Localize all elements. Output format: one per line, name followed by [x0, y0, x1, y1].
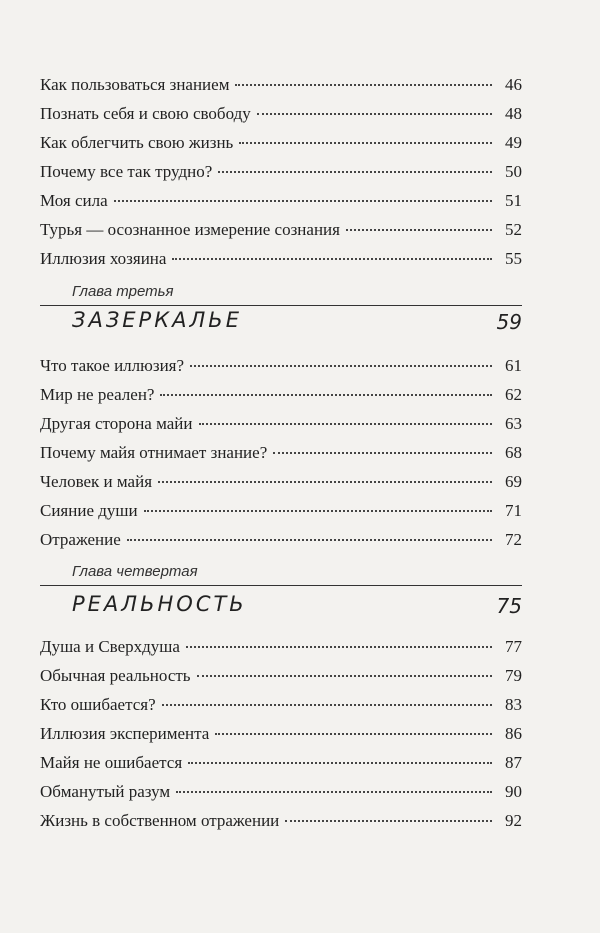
toc-entry-page: 62	[505, 385, 522, 404]
dot-leader	[162, 704, 492, 706]
toc-entry-title: Как облегчить свою жизнь	[40, 133, 234, 152]
toc-entry-page: 55	[505, 249, 522, 268]
toc-entry-title: Жизнь в собственном отражении	[40, 811, 280, 830]
dot-leader	[186, 646, 492, 648]
toc-entry-page: 79	[505, 666, 522, 685]
chapter-title: РЕАЛЬНОСТЬ	[72, 592, 247, 616]
dot-leader	[239, 142, 492, 144]
toc-entry	[40, 661, 522, 690]
toc-entry	[40, 525, 522, 554]
toc-entry	[40, 748, 522, 777]
toc-entry-title: Майя не ошибается	[40, 753, 183, 772]
toc-entry-title: Мир не реален?	[40, 385, 155, 404]
toc-entry-page: 50	[505, 162, 522, 181]
toc-entry-title: Почему майя отнимает знание?	[40, 443, 268, 462]
toc-entry-page: 77	[505, 637, 522, 656]
dot-leader	[158, 481, 492, 483]
toc-entry-page: 69	[505, 472, 522, 491]
dot-leader	[127, 539, 492, 541]
toc-section-chapter4	[40, 632, 522, 835]
chapter-label: Глава третья	[72, 283, 174, 300]
toc-entry-page: 49	[505, 133, 522, 152]
toc-entry-page: 90	[505, 782, 522, 801]
chapter-divider	[40, 305, 522, 306]
toc-entry-page: 46	[505, 75, 522, 94]
dot-leader	[235, 84, 492, 86]
toc-entry	[40, 806, 522, 835]
chapter-page-number: 75	[496, 594, 522, 618]
toc-entry-title: Другая сторона майи	[40, 414, 193, 433]
dot-leader	[144, 510, 492, 512]
toc-entry	[40, 186, 522, 215]
toc-entry-title: Кто ошибается?	[40, 695, 156, 714]
toc-entry-page: 92	[505, 811, 522, 830]
toc-entry	[40, 409, 522, 438]
toc-entry	[40, 496, 522, 525]
dot-leader	[176, 791, 492, 793]
dot-leader	[160, 394, 492, 396]
dot-leader	[285, 820, 492, 822]
toc-entry	[40, 244, 522, 273]
toc-entry	[40, 157, 522, 186]
toc-entry-title: Познать себя и свою свободу	[40, 104, 251, 123]
toc-entry-page: 51	[505, 191, 522, 210]
toc-entry-page: 72	[505, 530, 522, 549]
toc-entry-title: Что такое иллюзия?	[40, 356, 185, 375]
toc-entry	[40, 690, 522, 719]
dot-leader	[197, 675, 492, 677]
toc-entry-title: Турья — осознанное измерение сознания	[40, 220, 340, 239]
toc-entry-page: 52	[505, 220, 522, 239]
dot-leader	[199, 423, 493, 425]
toc-entry	[40, 380, 522, 409]
dot-leader	[257, 113, 492, 115]
dot-leader	[172, 258, 492, 260]
toc-entry-page: 68	[505, 443, 522, 462]
dot-leader	[188, 762, 492, 764]
toc-entry-title: Как пользоваться знанием	[40, 75, 230, 94]
dot-leader	[190, 365, 492, 367]
toc-entry	[40, 99, 522, 128]
chapter-divider	[40, 585, 522, 586]
toc-entry	[40, 438, 522, 467]
toc-entry	[40, 632, 522, 661]
toc-entry	[40, 128, 522, 157]
toc-entry-title: Человек и майя	[40, 472, 153, 491]
toc-entry	[40, 351, 522, 380]
toc-entry	[40, 215, 522, 244]
toc-entry-title: Обманутый разум	[40, 782, 171, 801]
dot-leader	[218, 171, 492, 173]
toc-entry-page: 71	[505, 501, 522, 520]
dot-leader	[273, 452, 492, 454]
toc-entry-page: 87	[505, 753, 522, 772]
toc-entry-page: 86	[505, 724, 522, 743]
toc-entry	[40, 467, 522, 496]
toc-entry	[40, 70, 522, 99]
toc-entry-page: 61	[505, 356, 522, 375]
toc-entry-page: 63	[505, 414, 522, 433]
toc-entry-title: Моя сила	[40, 191, 108, 210]
toc-entry-title: Почему все так трудно?	[40, 162, 213, 181]
toc-entry	[40, 777, 522, 806]
toc-entry-title: Душа и Сверхдуша	[40, 637, 180, 656]
toc-entry-title: Обычная реальность	[40, 666, 191, 685]
toc-entry-title: Сияние души	[40, 501, 138, 520]
chapter-page-number: 59	[496, 310, 522, 334]
chapter-label: Глава четвертая	[72, 563, 198, 580]
toc-entry-title: Отражение	[40, 530, 121, 549]
toc-entry	[40, 719, 522, 748]
toc-entry-title: Иллюзия эксперимента	[40, 724, 210, 743]
toc-section-chapter3	[40, 351, 522, 554]
toc-entry-title: Иллюзия хозяина	[40, 249, 167, 268]
dot-leader	[346, 229, 492, 231]
dot-leader	[215, 733, 492, 735]
dot-leader	[114, 200, 492, 202]
toc-entry-page: 83	[505, 695, 522, 714]
toc-section-continued	[40, 70, 522, 273]
toc-entry-page: 48	[505, 104, 522, 123]
chapter-title: ЗАЗЕРКАЛЬЕ	[72, 308, 242, 332]
